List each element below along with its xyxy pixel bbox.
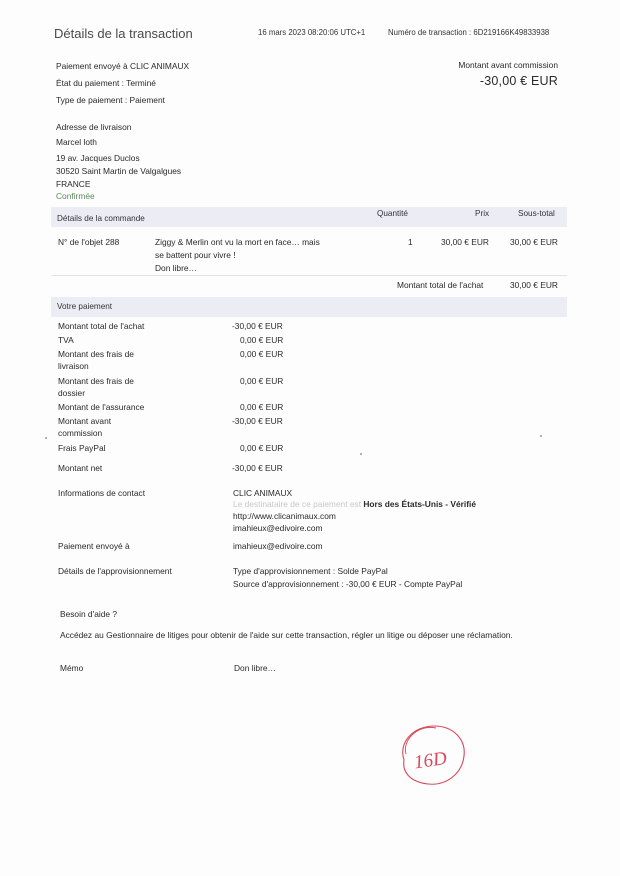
amount-label: Montant avant commission: [458, 60, 558, 70]
help-heading: Besoin d'aide ?: [60, 609, 118, 619]
payment-row-label: Frais PayPal: [58, 443, 106, 453]
payment-row-value: 0,00 € EUR: [240, 402, 284, 412]
payment-row-label: Montant des frais de: [58, 376, 134, 386]
memo-value: Don libre…: [234, 663, 276, 673]
contact-email[interactable]: imahieux@edivoire.com: [233, 523, 323, 533]
stamp-text: 16D: [412, 748, 449, 774]
contact-name: CLIC ANIMAUX: [233, 488, 293, 498]
payment-type-text: Type de paiement : Paiement: [56, 95, 165, 105]
scan-speck: [540, 435, 542, 437]
col-price: Prix: [475, 209, 490, 218]
divider: [51, 275, 567, 276]
shipping-name: Marcel loth: [56, 137, 97, 147]
sent-to-value[interactable]: imahieux@edivoire.com: [233, 541, 323, 551]
item-desc-line1: Ziggy & Merlin ont vu la mort en face… mais: [155, 237, 320, 247]
order-total-value: 30,00 € EUR: [510, 280, 558, 290]
recipient-faded-text: Le destinataire de ce paiement est: [233, 499, 362, 509]
help-text: [60, 630, 513, 640]
col-quantity: Quantité: [377, 209, 408, 218]
scan-speck: [360, 453, 362, 455]
payment-row-value: 0,00 € EUR: [240, 443, 284, 453]
help-suffix: pour obtenir de l'aide sur cette transaction, régler un litige ou déposer une réclamation.: [191, 630, 513, 640]
funding-source: Source d'approvisionnement : -30,00 € EUR - Compte PayPal: [233, 579, 463, 589]
payment-row-value: 0,00 € EUR: [240, 335, 284, 345]
shipping-line2: 30520 Saint Martin de Valgalgues: [56, 166, 182, 176]
payment-row-value: -30,00 € EUR: [232, 321, 283, 331]
payment-row-value: 0,00 € EUR: [240, 376, 284, 386]
item-qty: 1: [408, 237, 413, 247]
payment-row-label-cont: livraison: [58, 361, 89, 371]
shipping-status: Confirmée: [56, 191, 95, 201]
payment-row-label: TVA: [58, 335, 74, 345]
sent-to-label: Paiement envoyé à: [58, 541, 130, 551]
payment-row-label: Montant des frais de: [58, 349, 134, 359]
payment-row-label: Montant de l'assurance: [58, 402, 145, 412]
payment-row-label: Montant net: [58, 463, 103, 473]
help-prefix: Accédez au: [60, 630, 104, 640]
payment-row-label-cont: dossier: [58, 388, 85, 398]
order-total-label: Montant total de l'achat: [397, 280, 484, 290]
payment-row-label-cont: commission: [58, 428, 103, 438]
transaction-datetime: 16 mars 2023 08:20:06 UTC+1: [258, 28, 366, 37]
item-price: 30,00 € EUR: [441, 237, 489, 247]
payment-header-band: [51, 297, 567, 317]
dispute-center-link[interactable]: Gestionnaire de litiges: [106, 630, 189, 640]
item-ref: N° de l'objet 288: [58, 237, 120, 247]
payment-row-value: -30,00 € EUR: [232, 416, 283, 426]
payment-row-value: 0,00 € EUR: [240, 349, 284, 359]
payment-row-value: -30,00 € EUR: [232, 463, 283, 473]
payment-row-label: Montant avant: [58, 416, 112, 426]
shipping-line1: 19 av. Jacques Duclos: [56, 153, 140, 163]
funding-type: Type d'approvisionnement : Solde PayPal: [233, 566, 388, 576]
funding-label: Détails de l'approvisionnement: [58, 566, 172, 576]
shipping-heading: Adresse de livraison: [56, 122, 132, 132]
payment-status-text: État du paiement : Terminé: [56, 78, 156, 88]
transaction-id: Numéro de transaction : 6D219166K49833938: [388, 28, 550, 37]
recipient-status: Hors des États-Unis - Vérifié: [363, 499, 477, 509]
handwritten-stamp: [392, 720, 472, 792]
item-desc-line2: se battent pour vivre !: [155, 250, 236, 260]
contact-label: Informations de contact: [58, 488, 146, 498]
shipping-country: FRANCE: [56, 179, 91, 189]
contact-website[interactable]: http://www.clicanimaux.com: [233, 511, 336, 521]
order-header-band: [51, 207, 567, 227]
amount-value: -30,00 € EUR: [479, 74, 558, 88]
col-subtotal: Sous-total: [518, 209, 555, 218]
page-title: Détails de la transaction: [54, 26, 193, 41]
contact-recipient-line: [233, 499, 476, 509]
paid-to-text: Paiement envoyé à CLIC ANIMAUX: [56, 61, 190, 71]
order-heading: Détails de la commande: [57, 214, 145, 223]
payment-row-label: Montant total de l'achat: [58, 321, 145, 331]
item-subtotal: 30,00 € EUR: [510, 237, 558, 247]
item-desc-line3: Don libre…: [155, 263, 197, 273]
memo-label: Mémo: [60, 663, 84, 673]
payment-heading: Votre paiement: [57, 302, 113, 311]
scan-speck: [45, 437, 47, 439]
